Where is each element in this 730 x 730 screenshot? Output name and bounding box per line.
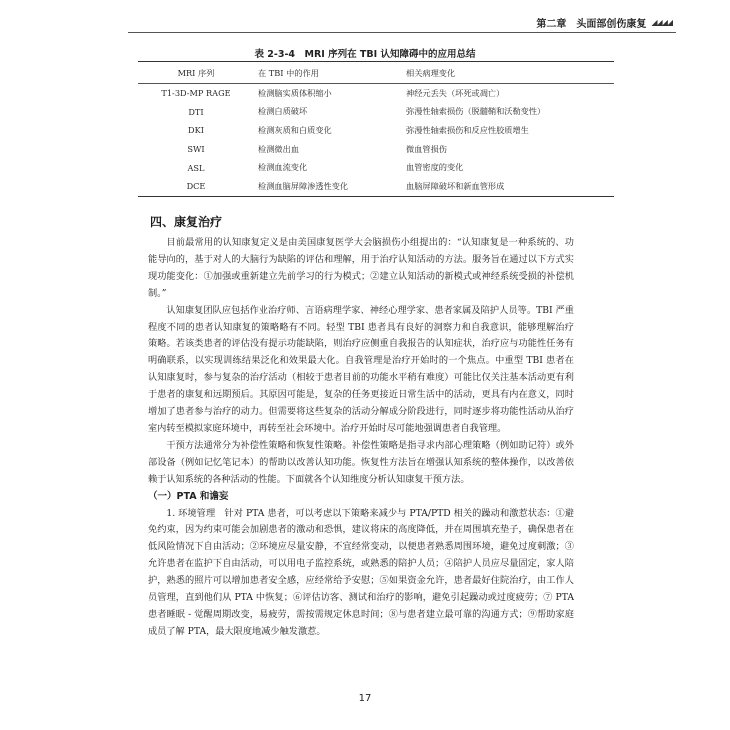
cell-pathology: 神经元丢失（坏死或凋亡） (406, 87, 505, 98)
cell-role: 检测血流变化 (258, 162, 308, 173)
cell-role: 检测血脑屏障渗透性变化 (254, 177, 404, 196)
paragraph-environment: 1. 环境管理 针对 PTA 患者，可以考虑以下策略来减少与 PTA/PTD 相关的躁动和激惹状态：①避免约束，因为约束可能会加剧患者的激动和恐惧，建议将床的高度降低，并在周围填充垫子，确保患者在低风险情况下自由活动；②环境应尽量安静，不宜经常变动，以便患者熟悉周围环境，避免过度刺激；③允许患者在监护下自由活动，可以用电子监控系统，或熟悉的陪护人员；④陪护人员应尽量固定，家人陪护，熟悉的照片可以增加患者安全感，应经常给予安慰；⑤如果资金允许，患者最好住院治疗，由工作人员管理，直到他们从 PTA 中恢复；⑥评估访客、测试和治疗的影响，避免引起躁动或过度疲劳；⑦ PTA 患者睡眠 - 觉醒周期改变，易疲劳，需按需规定休息时间；⑧与患者建立最可靠的沟通方式；⑨帮助家庭成员了解 PTA，最大限度地减少触发激惹。 (148, 507, 574, 637)
cell-role: 检测灰质和白质变化 (258, 124, 332, 135)
cell-pathology: 弥漫性轴索损伤和反应性胶质增生 (406, 124, 529, 135)
cell-role: 检测脑实质体积缩小 (258, 87, 332, 98)
cell-sequence: DKI (188, 125, 204, 136)
column-header-pathology: 相关病理变化 (404, 62, 614, 84)
table-row (138, 84, 614, 103)
paragraph-definition: 目前最常用的认知康复定义是由美国康复医学大会脑损伤小组提出的：“认知康复是一种系统的、功能导向的，基于对人的大脑行为缺陷的评估和理解，用于治疗认知活动的方法。服务旨在通过以下方式实现功能变化：①加强或重新建立先前学习的行为模式；②建立认知活动的新模式或神经系统受损的补偿机制。” (148, 237, 574, 299)
cell-sequence: DTI (188, 106, 204, 117)
column-header-role: 在 TBI 中的作用 (254, 62, 404, 84)
table-header-row (138, 62, 614, 84)
paragraph-team: 认知康复团队应包括作业治疗师、言语病理学家、神经心理学家、患者家属及陪护人员等。TBI 严重程度不同的患者认知康复的策略略有不同。轻型 TBI 患者具有良好的洞察力和自我意识，能够理解治疗策略。若该类患者的评估没有提示功能缺陷，则治疗应侧重自我报告的认知症状，治疗应与功能性任务有明确联系，以实现训练结果泛化和效果最大化。自我管理是治疗开始时的一个焦点。中重型 TBI 患者在认知康复时，参与复杂的治疗活动（相较于患者目前的功能水平稍有难度）可能比仅关注基本活动更有利于患者的康复和远期预后。其原因可能是，复杂的任务更接近日常生活中的活动，更具有内在意义，同时增加了患者参与治疗的动力。但需要将这些复杂的活动分解成分阶段进行，同时逐步将功能性活动从治疗室内转至模拟家庭环境中，再转至社会环境中。治疗开始时尽可能地强调患者自我管理。 (148, 304, 574, 434)
cell-pathology: 弥漫性轴索损伤（脱髓鞘和沃勒变性） (406, 106, 546, 117)
page-number: 17 (358, 693, 372, 704)
body-text (148, 235, 574, 641)
table-row (138, 103, 614, 122)
cell-pathology: 血脑屏障破坏和新血管形成 (404, 177, 614, 196)
column-header-sequence: MRI 序列 (138, 62, 254, 84)
table-row (138, 121, 614, 140)
cell-pathology: 血管密度的变化 (406, 162, 464, 173)
triangle-ornament-icon: ◢◢◢◢ (651, 18, 672, 27)
paragraph-intervention: 干预方法通常分为补偿性策略和恢复性策略。补偿性策略是指寻求内部心理策略（例如助记符）或外部设备（例如记忆笔记本）的帮助以改善认知功能。恢复性方法旨在增强认知系统的整体操作，以改善依赖于认知系统的各种活动的性能。下面就各个认知维度分析认知康复干预方法。 (148, 439, 574, 485)
header-rule (128, 32, 676, 33)
subsection-heading: （一）PTA 和谵妄 (148, 490, 229, 502)
table-title: 表 2-3-4 MRI 序列在 TBI 认知障碍中的应用总结 (254, 49, 476, 60)
cell-sequence: T1-3D-MP RAGE (161, 88, 231, 99)
running-header (536, 15, 672, 30)
cell-role: 检测白质破坏 (258, 106, 308, 117)
cell-sequence: DCE (138, 177, 254, 196)
table-row (138, 177, 614, 196)
cell-sequence: ASL (187, 162, 205, 173)
table-row (138, 158, 614, 177)
table-row (138, 140, 614, 159)
cell-role: 检测微出血 (258, 143, 299, 154)
mri-sequence-table (138, 61, 614, 197)
chapter-title: 第二章 头面部创伤康复 (536, 19, 647, 30)
cell-pathology: 微血管损伤 (406, 143, 447, 154)
cell-sequence: SWI (187, 144, 205, 155)
section-heading: 四、康复治疗 (150, 215, 223, 229)
